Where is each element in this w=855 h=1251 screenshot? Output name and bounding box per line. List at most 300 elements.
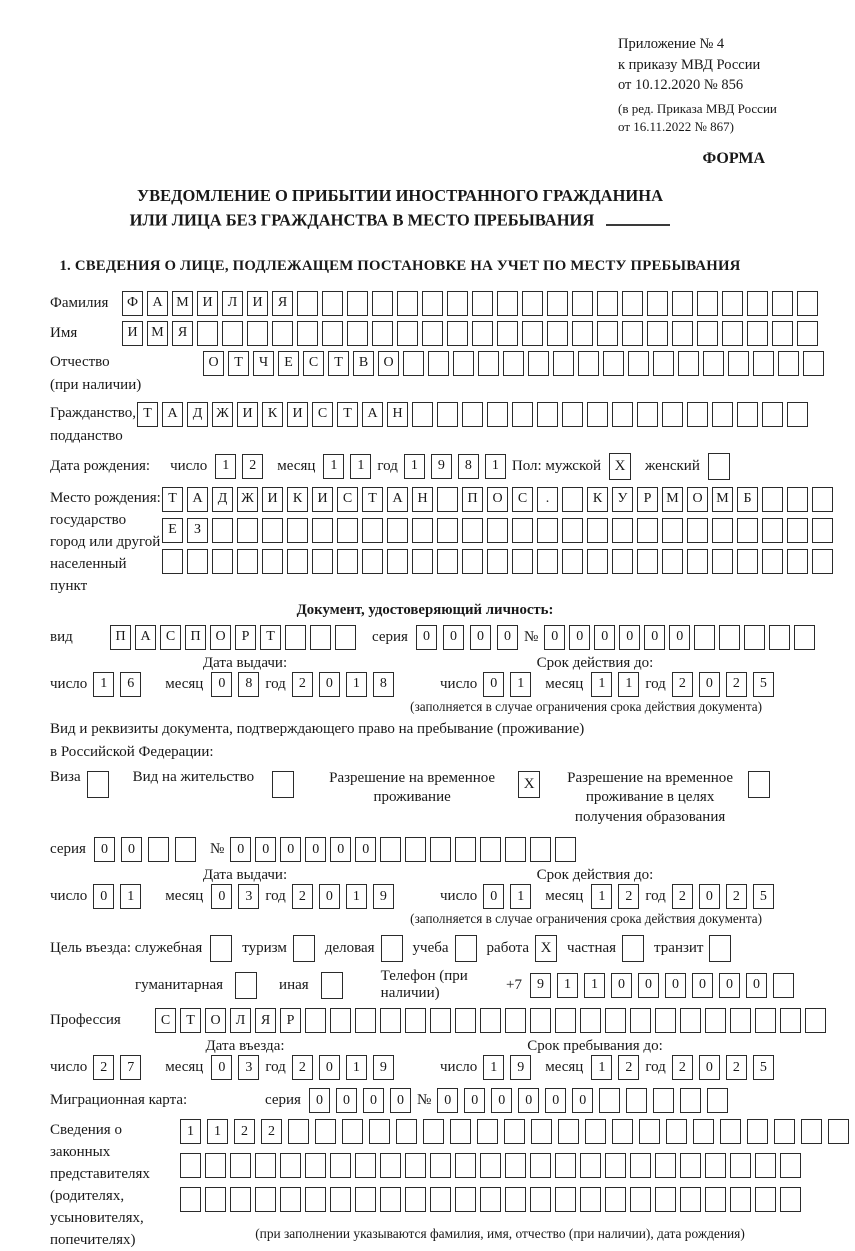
entry-month-cells[interactable]	[211, 1055, 265, 1080]
char-cell[interactable]: 1	[591, 672, 612, 697]
char-cell[interactable]	[812, 518, 833, 543]
res-issue-month-cells[interactable]	[211, 884, 265, 909]
char-cell[interactable]: А	[147, 291, 168, 316]
char-cell[interactable]	[762, 518, 783, 543]
char-cell[interactable]	[580, 1153, 601, 1178]
char-cell[interactable]	[505, 1187, 526, 1212]
char-cell[interactable]	[380, 837, 401, 862]
char-cell[interactable]	[599, 1088, 620, 1113]
char-cell[interactable]	[337, 518, 358, 543]
char-cell[interactable]	[403, 351, 424, 376]
char-cell[interactable]	[380, 1153, 401, 1178]
char-cell[interactable]	[530, 1187, 551, 1212]
char-cell[interactable]	[396, 1119, 417, 1144]
char-cell[interactable]	[255, 1187, 276, 1212]
char-cell[interactable]	[280, 1187, 301, 1212]
char-cell[interactable]	[462, 402, 483, 427]
char-cell[interactable]	[397, 321, 418, 346]
char-cell[interactable]: 2	[618, 884, 639, 909]
char-cell[interactable]: Д	[187, 402, 208, 427]
char-cell[interactable]	[555, 837, 576, 862]
char-cell[interactable]	[655, 1187, 676, 1212]
char-cell[interactable]: 0	[309, 1088, 330, 1113]
char-cell[interactable]: 0	[319, 1055, 340, 1080]
guardians-cells-3[interactable]	[180, 1187, 855, 1212]
char-cell[interactable]: 1	[510, 672, 531, 697]
char-cell[interactable]: 2	[672, 884, 693, 909]
char-cell[interactable]: .	[537, 487, 558, 512]
char-cell[interactable]	[662, 402, 683, 427]
char-cell[interactable]	[753, 351, 774, 376]
char-cell[interactable]	[405, 1153, 426, 1178]
char-cell[interactable]: 0	[483, 884, 504, 909]
char-cell[interactable]	[597, 321, 618, 346]
char-cell[interactable]	[247, 321, 268, 346]
char-cell[interactable]	[288, 1119, 309, 1144]
doc-valid-day-cells[interactable]	[483, 672, 537, 697]
checkbox-official[interactable]	[210, 935, 232, 962]
char-cell[interactable]: А	[135, 625, 156, 650]
checkbox-residence-permit[interactable]	[272, 771, 294, 798]
char-cell[interactable]	[362, 518, 383, 543]
char-cell[interactable]	[487, 518, 508, 543]
char-cell[interactable]: Н	[412, 487, 433, 512]
char-cell[interactable]: Т	[137, 402, 158, 427]
char-cell[interactable]	[462, 518, 483, 543]
char-cell[interactable]	[605, 1008, 626, 1033]
char-cell[interactable]: Т	[362, 487, 383, 512]
char-cell[interactable]: 0	[319, 884, 340, 909]
char-cell[interactable]: 0	[544, 625, 565, 650]
char-cell[interactable]	[547, 321, 568, 346]
char-cell[interactable]	[455, 1008, 476, 1033]
char-cell[interactable]: 2	[726, 1055, 747, 1080]
char-cell[interactable]: 2	[234, 1119, 255, 1144]
char-cell[interactable]	[437, 549, 458, 574]
char-cell[interactable]: О	[378, 351, 399, 376]
char-cell[interactable]	[572, 321, 593, 346]
char-cell[interactable]: 0	[230, 837, 251, 862]
res-valid-year-cells[interactable]	[672, 884, 780, 909]
char-cell[interactable]: С	[512, 487, 533, 512]
char-cell[interactable]: 5	[753, 672, 774, 697]
birth-month-cells[interactable]	[323, 454, 377, 479]
char-cell[interactable]: Ф	[122, 291, 143, 316]
char-cell[interactable]: Р	[637, 487, 658, 512]
char-cell[interactable]: 0	[390, 1088, 411, 1113]
char-cell[interactable]	[310, 625, 331, 650]
char-cell[interactable]: М	[172, 291, 193, 316]
char-cell[interactable]	[697, 321, 718, 346]
char-cell[interactable]	[187, 549, 208, 574]
char-cell[interactable]	[603, 351, 624, 376]
char-cell[interactable]	[180, 1187, 201, 1212]
char-cell[interactable]: 0	[211, 1055, 232, 1080]
char-cell[interactable]: 9	[431, 454, 452, 479]
char-cell[interactable]: Т	[162, 487, 183, 512]
char-cell[interactable]	[655, 1008, 676, 1033]
char-cell[interactable]	[597, 291, 618, 316]
char-cell[interactable]: П	[462, 487, 483, 512]
char-cell[interactable]: 9	[373, 884, 394, 909]
char-cell[interactable]: Т	[180, 1008, 201, 1033]
char-cell[interactable]: 0	[619, 625, 640, 650]
char-cell[interactable]	[347, 321, 368, 346]
char-cell[interactable]: 0	[572, 1088, 593, 1113]
char-cell[interactable]	[722, 291, 743, 316]
char-cell[interactable]: К	[287, 487, 308, 512]
char-cell[interactable]	[405, 837, 426, 862]
char-cell[interactable]	[297, 291, 318, 316]
char-cell[interactable]	[355, 1153, 376, 1178]
char-cell[interactable]	[297, 321, 318, 346]
char-cell[interactable]	[605, 1153, 626, 1178]
char-cell[interactable]: 1	[404, 454, 425, 479]
char-cell[interactable]	[212, 518, 233, 543]
checkbox-study[interactable]	[455, 935, 477, 962]
char-cell[interactable]: 0	[699, 884, 720, 909]
char-cell[interactable]	[655, 1153, 676, 1178]
char-cell[interactable]	[680, 1187, 701, 1212]
doc-kind-cells[interactable]	[110, 625, 360, 650]
char-cell[interactable]: 2	[242, 454, 263, 479]
char-cell[interactable]	[387, 518, 408, 543]
char-cell[interactable]	[322, 291, 343, 316]
char-cell[interactable]: 0	[280, 837, 301, 862]
checkbox-business[interactable]	[381, 935, 403, 962]
char-cell[interactable]: 1	[207, 1119, 228, 1144]
char-cell[interactable]	[712, 518, 733, 543]
char-cell[interactable]	[272, 321, 293, 346]
char-cell[interactable]	[622, 321, 643, 346]
char-cell[interactable]	[553, 351, 574, 376]
char-cell[interactable]: О	[205, 1008, 226, 1033]
res-issue-year-cells[interactable]	[292, 884, 400, 909]
char-cell[interactable]: 0	[665, 973, 686, 998]
char-cell[interactable]: 0	[255, 837, 276, 862]
char-cell[interactable]	[797, 291, 818, 316]
doc-valid-month-cells[interactable]	[591, 672, 645, 697]
char-cell[interactable]	[530, 1153, 551, 1178]
char-cell[interactable]	[430, 837, 451, 862]
char-cell[interactable]	[437, 402, 458, 427]
char-cell[interactable]	[472, 291, 493, 316]
char-cell[interactable]	[280, 1153, 301, 1178]
char-cell[interactable]: 0	[699, 1055, 720, 1080]
char-cell[interactable]	[762, 549, 783, 574]
char-cell[interactable]	[355, 1008, 376, 1033]
char-cell[interactable]: И	[312, 487, 333, 512]
char-cell[interactable]	[455, 837, 476, 862]
char-cell[interactable]: 9	[373, 1055, 394, 1080]
char-cell[interactable]	[330, 1187, 351, 1212]
doc-issue-year-cells[interactable]	[292, 672, 400, 697]
char-cell[interactable]	[672, 321, 693, 346]
doc-series-cells[interactable]	[416, 625, 524, 650]
char-cell[interactable]	[330, 1008, 351, 1033]
checkbox-other[interactable]	[321, 972, 343, 999]
char-cell[interactable]	[504, 1119, 525, 1144]
res-series-cells[interactable]	[94, 837, 202, 862]
char-cell[interactable]: 0	[699, 672, 720, 697]
char-cell[interactable]	[462, 549, 483, 574]
char-cell[interactable]	[693, 1119, 714, 1144]
char-cell[interactable]: 1	[215, 454, 236, 479]
char-cell[interactable]: 0	[518, 1088, 539, 1113]
char-cell[interactable]	[405, 1008, 426, 1033]
char-cell[interactable]	[628, 351, 649, 376]
char-cell[interactable]: 0	[319, 672, 340, 697]
char-cell[interactable]	[558, 1119, 579, 1144]
char-cell[interactable]: 1	[510, 884, 531, 909]
char-cell[interactable]	[828, 1119, 849, 1144]
res-valid-month-cells[interactable]	[591, 884, 645, 909]
char-cell[interactable]: 0	[746, 973, 767, 998]
char-cell[interactable]	[562, 402, 583, 427]
char-cell[interactable]: Е	[278, 351, 299, 376]
char-cell[interactable]	[630, 1153, 651, 1178]
char-cell[interactable]	[530, 1008, 551, 1033]
phone-cells[interactable]	[530, 973, 800, 998]
char-cell[interactable]	[730, 1008, 751, 1033]
char-cell[interactable]: Я	[255, 1008, 276, 1033]
char-cell[interactable]	[528, 351, 549, 376]
char-cell[interactable]	[780, 1187, 801, 1212]
char-cell[interactable]	[639, 1119, 660, 1144]
char-cell[interactable]: Е	[162, 518, 183, 543]
char-cell[interactable]: О	[687, 487, 708, 512]
char-cell[interactable]: Л	[230, 1008, 251, 1033]
birth-place-cells-3[interactable]	[162, 549, 837, 574]
char-cell[interactable]: 1	[591, 1055, 612, 1080]
char-cell[interactable]: И	[237, 402, 258, 427]
char-cell[interactable]: 2	[672, 1055, 693, 1080]
char-cell[interactable]	[480, 837, 501, 862]
char-cell[interactable]	[755, 1187, 776, 1212]
char-cell[interactable]	[647, 291, 668, 316]
char-cell[interactable]	[347, 291, 368, 316]
char-cell[interactable]	[587, 549, 608, 574]
char-cell[interactable]	[262, 518, 283, 543]
char-cell[interactable]	[505, 837, 526, 862]
char-cell[interactable]	[647, 321, 668, 346]
char-cell[interactable]	[322, 321, 343, 346]
char-cell[interactable]	[637, 402, 658, 427]
char-cell[interactable]	[522, 291, 543, 316]
char-cell[interactable]: 1	[584, 973, 605, 998]
char-cell[interactable]: 0	[719, 973, 740, 998]
char-cell[interactable]: С	[303, 351, 324, 376]
char-cell[interactable]: 2	[726, 672, 747, 697]
char-cell[interactable]: Б	[737, 487, 758, 512]
doc-issue-month-cells[interactable]	[211, 672, 265, 697]
char-cell[interactable]: 0	[443, 625, 464, 650]
char-cell[interactable]	[412, 518, 433, 543]
char-cell[interactable]	[612, 402, 633, 427]
char-cell[interactable]	[369, 1119, 390, 1144]
char-cell[interactable]: 0	[491, 1088, 512, 1113]
checkbox-temp-permit[interactable]: X	[518, 771, 540, 798]
char-cell[interactable]	[772, 321, 793, 346]
char-cell[interactable]	[387, 549, 408, 574]
char-cell[interactable]: С	[337, 487, 358, 512]
mig-series-cells[interactable]	[309, 1088, 417, 1113]
char-cell[interactable]: 2	[726, 884, 747, 909]
char-cell[interactable]: Ж	[237, 487, 258, 512]
char-cell[interactable]	[330, 1153, 351, 1178]
char-cell[interactable]: 0	[330, 837, 351, 862]
char-cell[interactable]	[480, 1187, 501, 1212]
char-cell[interactable]	[747, 291, 768, 316]
char-cell[interactable]	[705, 1153, 726, 1178]
char-cell[interactable]	[555, 1187, 576, 1212]
citizenship-cells[interactable]	[137, 402, 812, 427]
char-cell[interactable]	[578, 351, 599, 376]
char-cell[interactable]	[787, 487, 808, 512]
char-cell[interactable]	[180, 1153, 201, 1178]
char-cell[interactable]	[372, 291, 393, 316]
char-cell[interactable]: 0	[437, 1088, 458, 1113]
char-cell[interactable]	[687, 549, 708, 574]
char-cell[interactable]	[237, 518, 258, 543]
char-cell[interactable]	[447, 291, 468, 316]
char-cell[interactable]	[662, 518, 683, 543]
char-cell[interactable]	[503, 351, 524, 376]
char-cell[interactable]: 0	[211, 884, 232, 909]
char-cell[interactable]	[585, 1119, 606, 1144]
char-cell[interactable]	[405, 1187, 426, 1212]
char-cell[interactable]: О	[487, 487, 508, 512]
char-cell[interactable]	[262, 549, 283, 574]
char-cell[interactable]	[480, 1008, 501, 1033]
char-cell[interactable]	[720, 1119, 741, 1144]
char-cell[interactable]	[587, 402, 608, 427]
char-cell[interactable]	[480, 1153, 501, 1178]
char-cell[interactable]: 1	[557, 973, 578, 998]
char-cell[interactable]: 1	[618, 672, 639, 697]
char-cell[interactable]: Л	[222, 291, 243, 316]
char-cell[interactable]	[555, 1008, 576, 1033]
char-cell[interactable]: Р	[235, 625, 256, 650]
char-cell[interactable]	[522, 321, 543, 346]
birth-day-cells[interactable]	[215, 454, 269, 479]
char-cell[interactable]	[737, 518, 758, 543]
char-cell[interactable]: М	[147, 321, 168, 346]
char-cell[interactable]	[712, 549, 733, 574]
char-cell[interactable]	[812, 487, 833, 512]
char-cell[interactable]	[412, 549, 433, 574]
name-cells[interactable]	[122, 321, 822, 346]
char-cell[interactable]	[774, 1119, 795, 1144]
char-cell[interactable]: 1	[350, 454, 371, 479]
birth-place-cells-1[interactable]	[162, 487, 837, 512]
char-cell[interactable]	[422, 291, 443, 316]
char-cell[interactable]: Ч	[253, 351, 274, 376]
char-cell[interactable]	[380, 1187, 401, 1212]
char-cell[interactable]: И	[247, 291, 268, 316]
char-cell[interactable]	[762, 487, 783, 512]
char-cell[interactable]	[437, 518, 458, 543]
char-cell[interactable]: Я	[172, 321, 193, 346]
char-cell[interactable]: 0	[355, 837, 376, 862]
char-cell[interactable]: 1	[120, 884, 141, 909]
char-cell[interactable]	[653, 1088, 674, 1113]
patronymic-cells[interactable]	[203, 351, 828, 376]
char-cell[interactable]	[707, 1088, 728, 1113]
char-cell[interactable]	[687, 518, 708, 543]
char-cell[interactable]	[255, 1153, 276, 1178]
char-cell[interactable]	[497, 321, 518, 346]
guardians-cells-1[interactable]	[180, 1119, 855, 1144]
char-cell[interactable]	[512, 518, 533, 543]
char-cell[interactable]	[537, 518, 558, 543]
char-cell[interactable]: М	[712, 487, 733, 512]
char-cell[interactable]: 0	[669, 625, 690, 650]
char-cell[interactable]	[755, 1008, 776, 1033]
char-cell[interactable]	[730, 1153, 751, 1178]
char-cell[interactable]	[797, 321, 818, 346]
char-cell[interactable]: 1	[346, 672, 367, 697]
char-cell[interactable]: 0	[336, 1088, 357, 1113]
doc-issue-day-cells[interactable]	[93, 672, 147, 697]
char-cell[interactable]: Ж	[212, 402, 233, 427]
char-cell[interactable]	[305, 1187, 326, 1212]
char-cell[interactable]: 2	[292, 672, 313, 697]
char-cell[interactable]	[630, 1187, 651, 1212]
char-cell[interactable]	[680, 1088, 701, 1113]
char-cell[interactable]	[487, 549, 508, 574]
char-cell[interactable]	[337, 549, 358, 574]
char-cell[interactable]: П	[185, 625, 206, 650]
char-cell[interactable]: А	[162, 402, 183, 427]
char-cell[interactable]	[230, 1153, 251, 1178]
char-cell[interactable]	[555, 1153, 576, 1178]
char-cell[interactable]: 8	[458, 454, 479, 479]
char-cell[interactable]: 9	[510, 1055, 531, 1080]
char-cell[interactable]: 0	[483, 672, 504, 697]
char-cell[interactable]: С	[155, 1008, 176, 1033]
char-cell[interactable]	[175, 837, 196, 862]
char-cell[interactable]	[747, 1119, 768, 1144]
birth-place-cells-2[interactable]	[162, 518, 837, 543]
char-cell[interactable]	[705, 1008, 726, 1033]
char-cell[interactable]: К	[262, 402, 283, 427]
char-cell[interactable]: 0	[470, 625, 491, 650]
char-cell[interactable]	[703, 351, 724, 376]
char-cell[interactable]	[787, 549, 808, 574]
char-cell[interactable]	[722, 321, 743, 346]
char-cell[interactable]	[537, 549, 558, 574]
char-cell[interactable]: Н	[387, 402, 408, 427]
char-cell[interactable]	[455, 1187, 476, 1212]
char-cell[interactable]: 2	[618, 1055, 639, 1080]
char-cell[interactable]	[572, 291, 593, 316]
char-cell[interactable]	[472, 321, 493, 346]
char-cell[interactable]	[197, 321, 218, 346]
char-cell[interactable]	[737, 549, 758, 574]
char-cell[interactable]	[612, 518, 633, 543]
char-cell[interactable]: 1	[483, 1055, 504, 1080]
char-cell[interactable]	[637, 549, 658, 574]
char-cell[interactable]	[780, 1008, 801, 1033]
char-cell[interactable]: Т	[228, 351, 249, 376]
char-cell[interactable]: Я	[272, 291, 293, 316]
char-cell[interactable]	[380, 1008, 401, 1033]
char-cell[interactable]	[705, 1187, 726, 1212]
char-cell[interactable]: 1	[323, 454, 344, 479]
char-cell[interactable]: С	[312, 402, 333, 427]
char-cell[interactable]: Р	[280, 1008, 301, 1033]
